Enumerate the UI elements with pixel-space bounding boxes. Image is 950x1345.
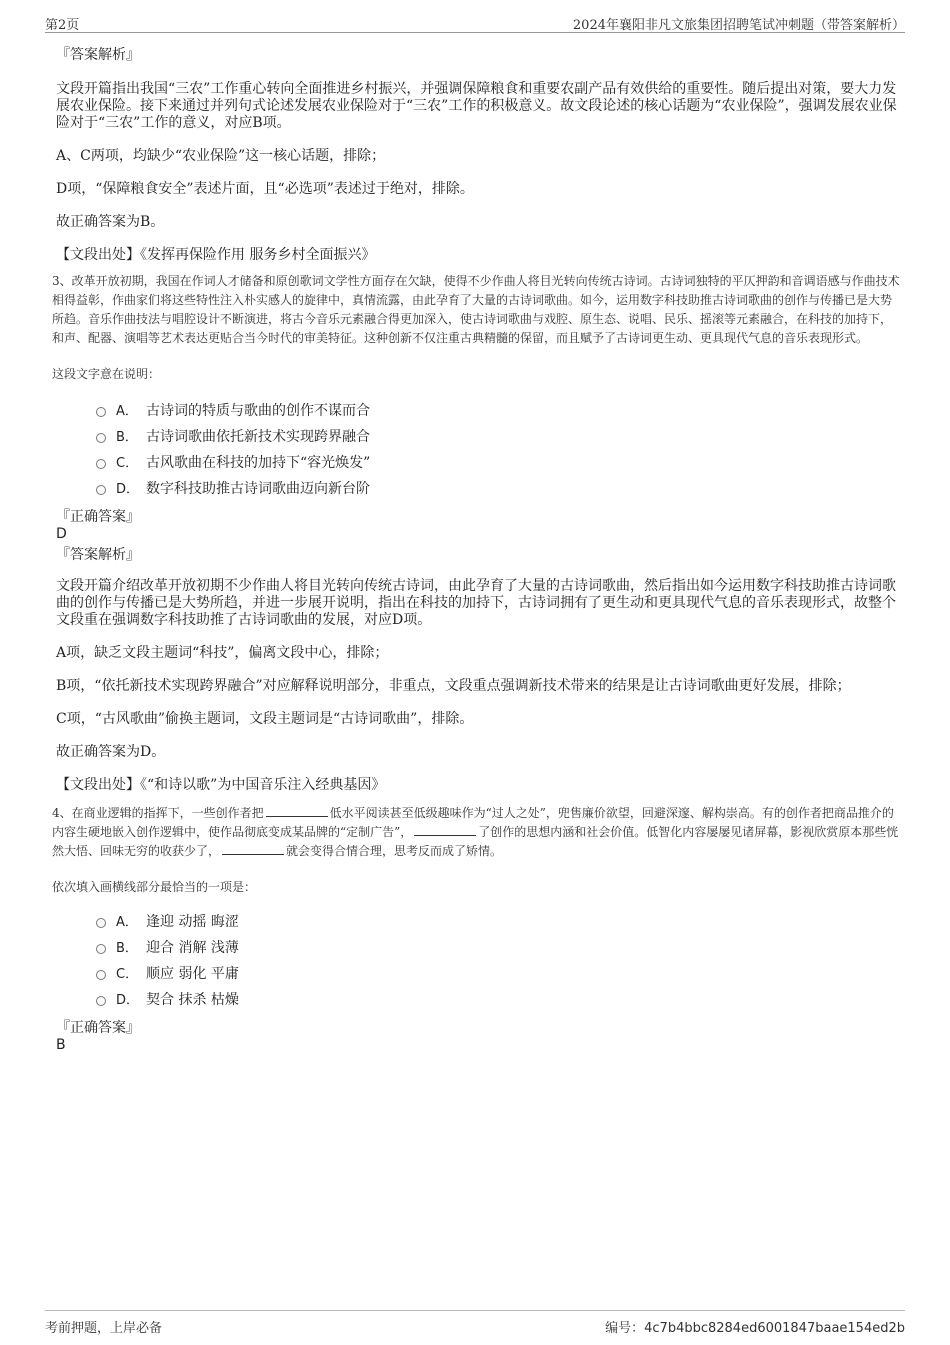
q3-option-c[interactable]: C． 古风歌曲在科技的加持下“容光焕发” <box>56 450 900 476</box>
fill-blank-2 <box>414 823 476 836</box>
q3-analysis-p1: 文段开篇介绍改革开放初期不少作曲人将目光转向传统古诗词，由此孕育了大量的古诗词歌曲，然后指出如今运用数字科技助推古诗词歌曲的创作与传播已是大势所趋，并进一步展开说明，指出在科技的加持下，古诗词拥有了更生动和更具现代气息的音乐表现形式，故整个文段重在强调数字科技助推了古诗词歌曲的发展，对应D项。 <box>56 578 896 628</box>
q4-stem: 4、在商业逻辑的指挥下，一些创作者把 低水平阅读甚至低级趣味作为“过人之处”，兜售廉价欲望，回避深邃、解构崇高。有的创作者把商品推介的内容生硬地嵌入创作逻辑中，使作品彻底变成某品牌的“定制广告”， 了创作的思想内涵和社会价值。低智化内容屡屡见诸屏幕，影视欣赏原本那些恍然大悟、回味无穷的收获少了， 就会变得合情合理，思考反而成了矫情。 <box>52 806 899 858</box>
q4-options <box>56 909 900 1013</box>
q3-correct-answer: D <box>56 526 67 542</box>
q3-options <box>56 398 900 502</box>
q2-analysis-label: 『答案解析』 <box>56 47 140 63</box>
q3-stem: 3、改革开放初期，我国在作词人才储备和原创歌词文学性方面存在欠缺，使得不少作曲人将目光转向传统古诗词。古诗词独特的平仄押韵和音调语感与作曲技术相得益彰，作曲家们将这些特性注入朴实感人的旋律中，真情流露，由此孕育了大量的古诗词歌曲。如今，运用数字科技助推古诗词歌曲的创作与传播已是大势所趋。音乐作曲技法与唱腔设计不断演进，将古今音乐元素融合得更加深入，使古诗词歌曲与戏腔、原生态、说唱、民乐、摇滚等元素融合，在科技的加持下，和声、配器、演唱等艺术表达更贴合当今时代的审美特征。这种创新不仅注重古典精髓的保留，而且赋予了古诗词更生动、更具现代气息的音乐表现形式。 <box>52 274 900 345</box>
q2-analysis-p1: 文段开篇指出我国“三农”工作重心转向全面推进乡村振兴，并强调保障粮食和重要农副产品有效供给的重要性。随后提出对策，要大力发展农业保险。接下来通过并列句式论述发展农业保险对于“三农”工作的积极意义。故文段论述的核心话题为“农业保险”，强调发展农业保险对于“三农”工作的意义，对应B项。 <box>56 81 897 131</box>
page-number: 第2页 <box>45 18 80 33</box>
radio-icon[interactable] <box>96 996 106 1006</box>
q3-analysis-label: 『答案解析』 <box>56 547 140 563</box>
q4-option-c[interactable]: C． 顺应 弱化 平庸 <box>56 961 900 987</box>
footer-slogan: 考前押题，上岸必备 <box>45 1321 163 1336</box>
footer-code: 编号：4c7b4bbc8284ed6001847baae154ed2b <box>605 1321 905 1336</box>
q2-analysis-p3: D项，“保障粮食安全”表述片面，且“必选项”表述过于绝对，排除。 <box>56 181 474 197</box>
q4-correct-answer: B <box>56 1037 66 1053</box>
radio-icon[interactable] <box>96 485 106 495</box>
page-content <box>52 46 900 1053</box>
fill-blank-1 <box>266 804 328 817</box>
q3-source: 【文段出处】《“和诗以歌”为中国音乐注入经典基因》 <box>56 777 386 793</box>
radio-icon[interactable] <box>96 970 106 980</box>
q3-analysis-p3: B项，“依托新技术实现跨界融合”对应解释说明部分，非重点，文段重点强调新技术带来的结果是让古诗词歌曲更好发展，排除； <box>56 678 851 694</box>
page-footer <box>45 1310 905 1336</box>
q4-option-a[interactable]: A． 逢迎 动摇 晦涩 <box>56 909 900 935</box>
radio-icon[interactable] <box>96 407 106 417</box>
q4-option-d[interactable]: D． 契合 抹杀 枯燥 <box>56 987 900 1013</box>
q4-correct-label: 『正确答案』 <box>56 1020 140 1036</box>
q3-analysis-p5: 故正确答案为D。 <box>56 744 166 760</box>
q3-option-b[interactable]: B． 古诗词歌曲依托新技术实现跨界融合 <box>56 424 900 450</box>
q2-analysis-p4: 故正确答案为B。 <box>56 214 165 230</box>
q2-analysis-p2: A、C两项，均缺少“农业保险”这一核心话题，排除； <box>56 148 386 164</box>
q4-question: 依次填入画横线部分最恰当的一项是： <box>52 880 257 894</box>
q2-source: 【文段出处】《发挥再保险作用 服务乡村全面振兴》 <box>56 247 376 263</box>
document-title: 2024年襄阳非凡文旅集团招聘笔试冲刺题（带答案解析） <box>572 18 905 33</box>
radio-icon[interactable] <box>96 433 106 443</box>
radio-icon[interactable] <box>96 918 106 928</box>
page-header <box>45 12 905 33</box>
q3-correct-label: 『正确答案』 <box>56 509 140 525</box>
radio-icon[interactable] <box>96 459 106 469</box>
fill-blank-3 <box>222 842 284 855</box>
q3-option-d[interactable]: D． 数字科技助推古诗词歌曲迈向新台阶 <box>56 476 900 502</box>
q4-option-b[interactable]: B． 迎合 消解 浅薄 <box>56 935 900 961</box>
q3-analysis-p2: A项，缺乏文段主题词“科技”，偏离文段中心，排除； <box>56 645 389 661</box>
radio-icon[interactable] <box>96 944 106 954</box>
q3-option-a[interactable]: A． 古诗词的特质与歌曲的创作不谋而合 <box>56 398 900 424</box>
q3-question: 这段文字意在说明： <box>52 367 161 381</box>
q3-analysis-p4: C项，“古风歌曲”偷换主题词，文段主题词是“古诗词歌曲”，排除。 <box>56 711 474 727</box>
